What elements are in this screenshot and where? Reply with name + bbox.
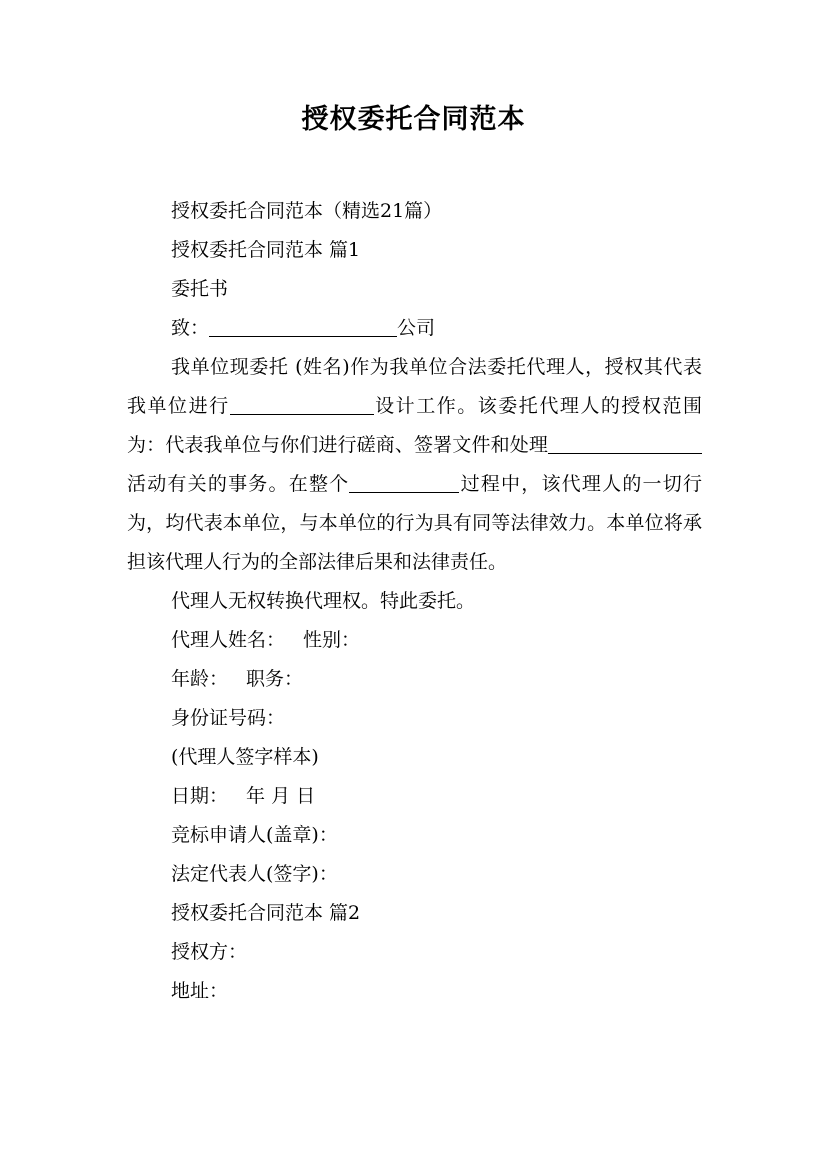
age-line — [127, 660, 702, 699]
collection-line: 授权委托合同范本（精选21篇） — [171, 200, 443, 222]
day-label: 日 — [296, 785, 316, 807]
activity-blank — [548, 433, 702, 454]
letter-title: 委托书 — [171, 278, 229, 300]
grantor-line: 授权方： — [171, 941, 248, 963]
addressee-blank — [209, 316, 397, 337]
signature-sample-line: (代理人签字样本) — [171, 746, 319, 768]
authorization-paragraph — [127, 348, 702, 582]
document-body — [127, 192, 702, 1011]
date-line — [127, 777, 702, 816]
part2-heading: 授权委托合同范本 篇2 — [171, 902, 361, 924]
legal-rep-line: 法定代表人(签字)： — [171, 863, 338, 885]
process-blank — [349, 472, 459, 493]
age-label: 年龄： — [171, 668, 229, 690]
part1-heading: 授权委托合同范本 篇1 — [171, 239, 361, 261]
addressee-prefix: 致： — [171, 317, 210, 339]
position-label: 职务： — [246, 668, 304, 690]
addressee-suffix: 公司 — [397, 317, 436, 339]
agent-name-line — [127, 621, 702, 660]
month-label: 月 — [271, 785, 291, 807]
date-label: 日期： — [171, 785, 229, 807]
year-label: 年 — [246, 785, 266, 807]
document-title: 授权委托合同范本 — [301, 104, 526, 135]
para-segment-1: 我单位现委托 (姓名)作为我单位合法委托代理人，授权其代表我单位进行 — [127, 356, 702, 417]
gender-label: 性别： — [303, 629, 361, 651]
addressee-line — [127, 309, 702, 348]
para-segment-2: 设计工作。该委托代理人的授权范围为：代表我单位与你们进行磋商、签署文件和处理 — [127, 395, 702, 456]
project-blank — [230, 394, 374, 415]
para-segment-4: 过程中，该代理人的一切行为，均代表本单位，与本单位的行为具有同等法律效力。本单位将承担该代理人行为的全部法律后果和法律责任。 — [127, 473, 702, 573]
agent-name-label: 代理人姓名： — [171, 629, 286, 651]
no-transfer-line: 代理人无权转换代理权。特此委托。 — [171, 590, 476, 612]
id-number-line: 身份证号码： — [171, 707, 286, 729]
bidder-line: 竞标申请人(盖章)： — [171, 824, 338, 846]
para-segment-3: 活动有关的事务。在整个 — [127, 473, 350, 495]
address-line: 地址： — [171, 980, 229, 1002]
